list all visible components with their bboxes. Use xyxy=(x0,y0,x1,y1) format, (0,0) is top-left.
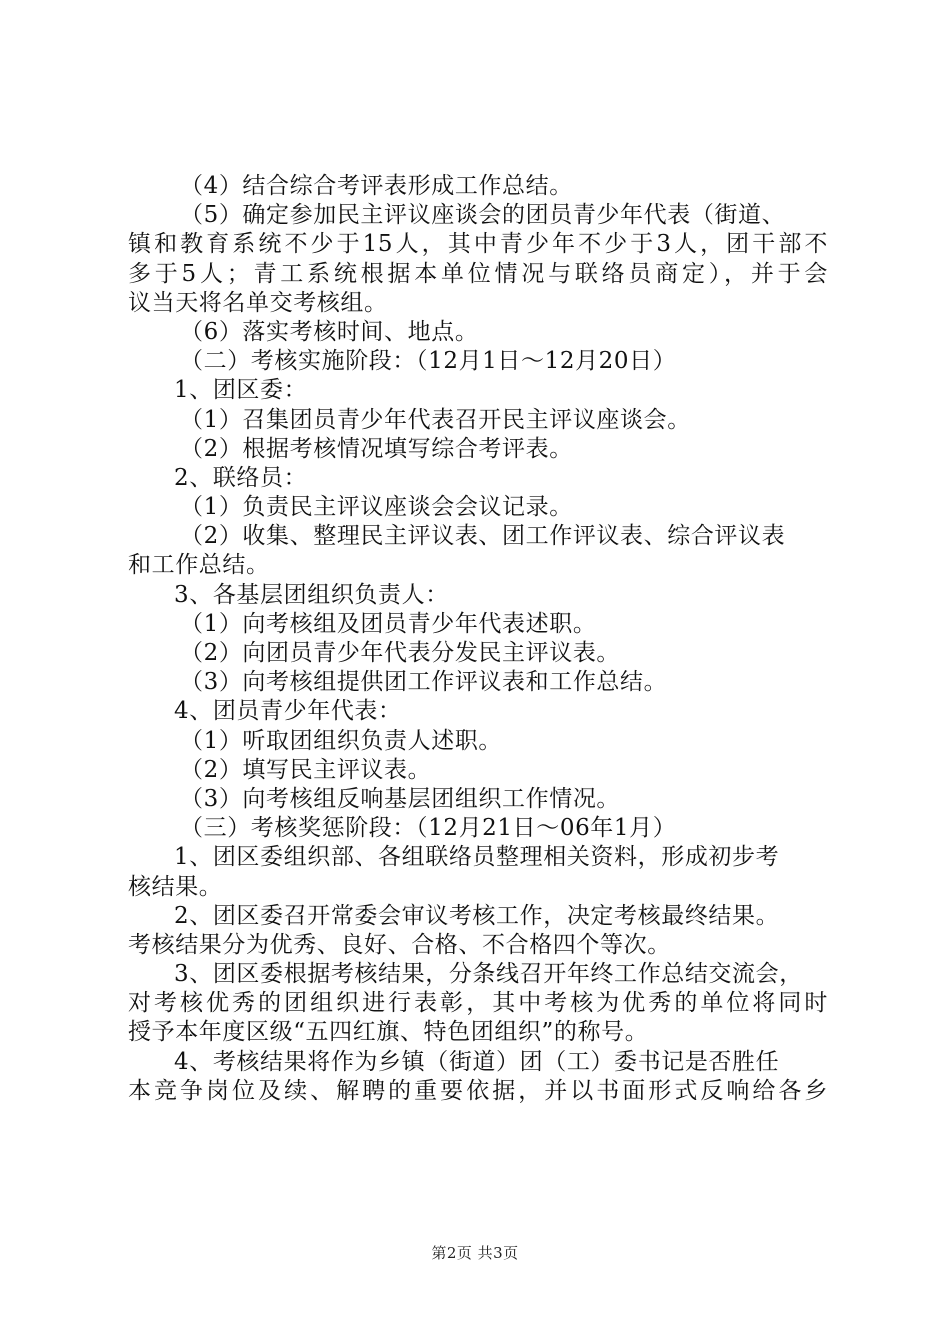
paragraph-line: 议当天将名单交考核组。 xyxy=(128,289,388,316)
paragraph-line: 镇和教育系统不少于15人，其中青少年不少于3人，团干部不 xyxy=(128,231,828,258)
subsection-heading: 3、各基层团组织负责人： xyxy=(174,581,449,608)
list-item: （1）向考核组及团员青少年代表述职。 xyxy=(180,610,597,637)
paragraph-line: 授予本年度区级“五四红旗、特色团组织”的称号。 xyxy=(128,1019,649,1046)
list-item: （1）召集团员青少年代表召开民主评议座谈会。 xyxy=(180,406,691,433)
list-item: （3）向考核组反响基层团组织工作情况。 xyxy=(180,785,621,812)
paragraph-line: 4、考核结果将作为乡镇（街道）团（工）委书记是否胜任 xyxy=(174,1048,780,1075)
paragraph-line: 本竞争岗位及续、解聘的重要依据，并以书面形式反响给各乡 xyxy=(128,1077,828,1104)
paragraph-line: 1、团区委组织部、各组联络员整理相关资料，形成初步考 xyxy=(174,844,780,871)
paragraph-line: 对考核优秀的团组织进行表彰，其中考核为优秀的单位将同时 xyxy=(128,990,828,1017)
paragraph-line: 多于5人；青工系统根据本单位情况与联络员商定），并于会 xyxy=(128,260,828,287)
page-number-label: 第2页 共3页 xyxy=(431,1244,519,1262)
list-item: （2）填写民主评议表。 xyxy=(180,756,432,783)
section-heading: （二）考核实施阶段：（12月1日～12月20日） xyxy=(180,348,677,375)
list-item: （3）向考核组提供团工作评议表和工作总结。 xyxy=(180,669,668,696)
paragraph-line: 2、团区委召开常委会审议考核工作，决定考核最终结果。 xyxy=(174,902,780,929)
subsection-heading: 4、团员青少年代表： xyxy=(174,698,402,725)
list-item: （2）根据考核情况填写综合考评表。 xyxy=(180,435,573,462)
paragraph-line: （5）确定参加民主评议座谈会的团员青少年代表（街道、 xyxy=(180,202,786,229)
list-item: （1）负责民主评议座谈会会议记录。 xyxy=(180,494,573,521)
paragraph-line: 考核结果分为优秀、良好、合格、不合格四个等次。 xyxy=(128,931,671,958)
section-heading: （三）考核奖惩阶段：（12月21日～06年1月） xyxy=(180,815,677,842)
list-item: （1）听取团组织负责人述职。 xyxy=(180,727,503,754)
paragraph-line: （6）落实考核时间、地点。 xyxy=(180,318,479,345)
paragraph-line: 和工作总结。 xyxy=(128,552,270,579)
list-item: （2）收集、整理民主评议表、团工作评议表、综合评议表 xyxy=(180,523,786,550)
subsection-heading: 2、联络员： xyxy=(174,464,308,491)
page-footer xyxy=(0,1242,950,1263)
paragraph-line: 3、团区委根据考核结果，分条线召开年终工作总结交流会， xyxy=(174,961,803,988)
subsection-heading: 1、团区委： xyxy=(174,377,308,404)
paragraph-line: （4）结合综合考评表形成工作总结。 xyxy=(180,173,573,199)
document-body xyxy=(128,172,828,1106)
paragraph-line: 核结果。 xyxy=(128,873,223,900)
list-item: （2）向团员青少年代表分发民主评议表。 xyxy=(180,640,621,666)
